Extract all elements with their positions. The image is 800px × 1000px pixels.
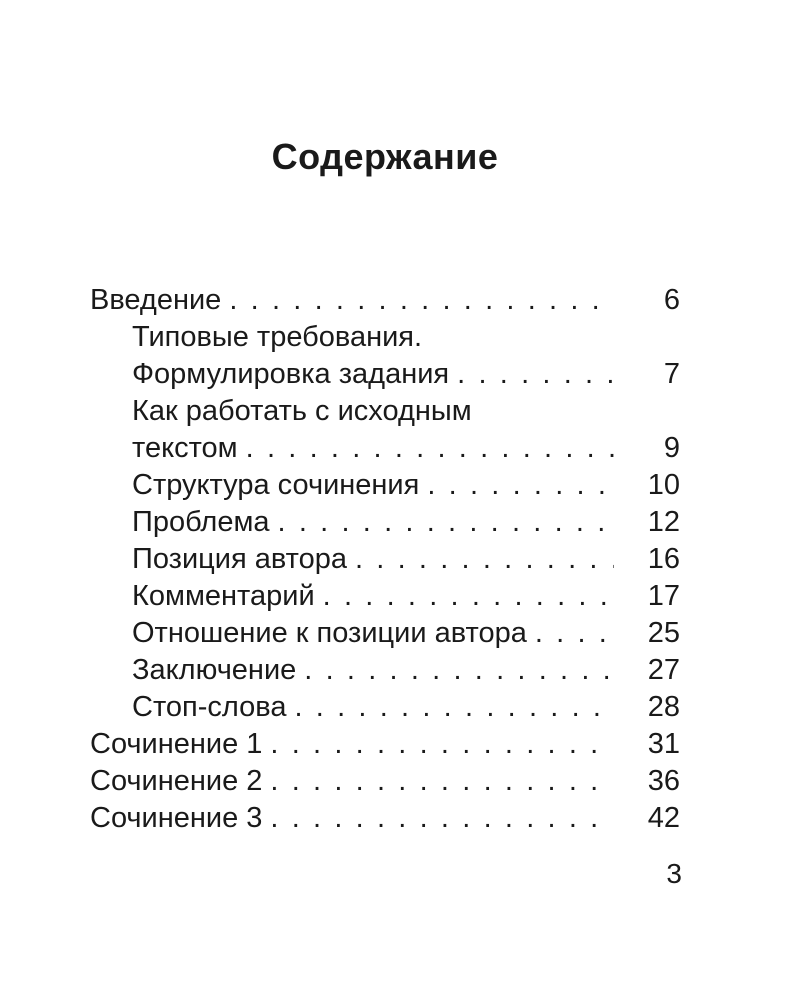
toc-line bbox=[90, 282, 680, 319]
toc-page-number: 31 bbox=[647, 728, 680, 760]
toc-page-number: 6 bbox=[663, 284, 680, 316]
toc-page-number: 10 bbox=[647, 469, 680, 501]
toc-entry[interactable] bbox=[90, 578, 680, 615]
toc-line bbox=[90, 652, 680, 689]
toc-page-number: 16 bbox=[647, 543, 680, 575]
dot-leader bbox=[457, 356, 614, 394]
toc-entry-title: Сочинение 2 bbox=[90, 765, 263, 797]
toc-line bbox=[90, 763, 680, 800]
dot-leader bbox=[229, 282, 614, 320]
dot-leader bbox=[270, 800, 614, 838]
toc-entry[interactable] bbox=[90, 615, 680, 652]
toc-entry[interactable] bbox=[90, 689, 680, 726]
page-number: 3 bbox=[666, 858, 682, 889]
toc-entry-title: Комментарий bbox=[132, 580, 315, 612]
toc-entry-title: Позиция автора bbox=[132, 543, 347, 575]
toc-line bbox=[90, 393, 680, 430]
toc-entry[interactable] bbox=[90, 541, 680, 578]
toc-entry[interactable] bbox=[90, 652, 680, 689]
dot-leader bbox=[427, 467, 614, 505]
toc-entry[interactable] bbox=[90, 393, 680, 467]
toc-entry[interactable] bbox=[90, 467, 680, 504]
dot-leader bbox=[270, 763, 614, 801]
toc-line bbox=[90, 689, 680, 726]
toc-entry-title: Сочинение 1 bbox=[90, 728, 263, 760]
toc-entry[interactable] bbox=[90, 319, 680, 393]
toc-line bbox=[90, 541, 680, 578]
toc-entry-title: Как работать с исходным bbox=[132, 395, 472, 427]
dot-leader bbox=[304, 652, 614, 690]
dot-leader bbox=[294, 689, 614, 727]
toc-entry-title: текстом bbox=[132, 432, 238, 464]
dot-leader bbox=[270, 726, 614, 764]
toc-page-number: 12 bbox=[647, 506, 680, 538]
toc-entry-title: Формулировка задания bbox=[132, 358, 450, 390]
toc-entry-title: Сочинение 3 bbox=[90, 802, 263, 834]
toc-page-number: 25 bbox=[647, 617, 680, 649]
toc-line bbox=[90, 504, 680, 541]
dot-leader bbox=[355, 541, 614, 579]
toc-page-number: 9 bbox=[663, 432, 680, 464]
dot-leader bbox=[535, 615, 614, 653]
toc-page-number: 7 bbox=[663, 358, 680, 390]
dot-leader bbox=[323, 578, 614, 616]
toc-page-number: 28 bbox=[647, 691, 680, 723]
toc-entry[interactable] bbox=[90, 800, 680, 837]
toc-line bbox=[90, 615, 680, 652]
toc-page-number: 27 bbox=[647, 654, 680, 686]
toc-entry-title: Структура сочинения bbox=[132, 469, 420, 501]
toc-line bbox=[90, 467, 680, 504]
toc-line bbox=[90, 726, 680, 763]
toc-page-number: 36 bbox=[647, 765, 680, 797]
page-title: Содержание bbox=[271, 136, 499, 177]
toc-entry-title: Стоп-слова bbox=[132, 691, 287, 723]
toc-line bbox=[90, 430, 680, 467]
table-of-contents bbox=[90, 282, 680, 837]
toc-entry-title: Отношение к позиции автора bbox=[132, 617, 527, 649]
toc-entry[interactable] bbox=[90, 504, 680, 541]
toc-entry-title: Введение bbox=[90, 284, 222, 316]
toc-line bbox=[90, 319, 680, 356]
toc-entry-title: Заключение bbox=[132, 654, 297, 686]
toc-line bbox=[90, 800, 680, 837]
toc-entry-title: Проблема bbox=[132, 506, 270, 538]
toc-entry[interactable] bbox=[90, 726, 680, 763]
toc-line bbox=[90, 578, 680, 615]
toc-line bbox=[90, 356, 680, 393]
toc-entry-title: Типовые требования. bbox=[132, 321, 423, 353]
toc-entry[interactable] bbox=[90, 763, 680, 800]
toc-entry[interactable] bbox=[90, 282, 680, 319]
toc-page-number: 17 bbox=[647, 580, 680, 612]
dot-leader bbox=[278, 504, 614, 542]
toc-page-number: 42 bbox=[647, 802, 680, 834]
dot-leader bbox=[246, 430, 614, 468]
